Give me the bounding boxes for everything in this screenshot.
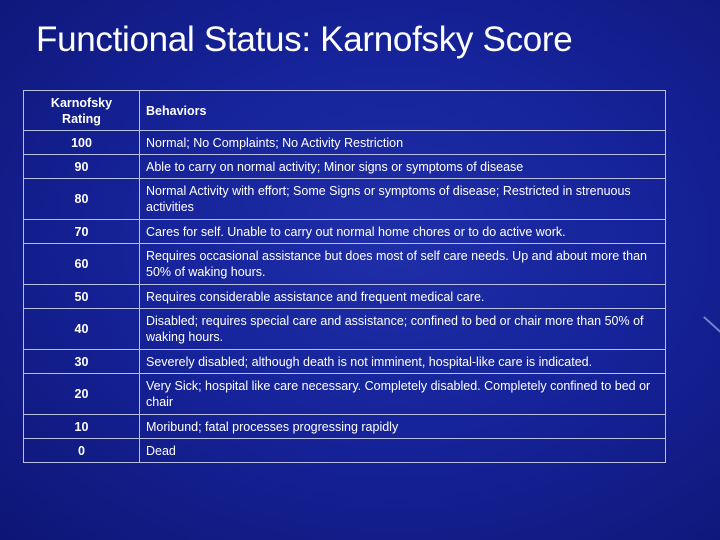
rating-cell: 10 xyxy=(24,415,140,439)
table-row xyxy=(24,179,666,220)
rating-cell: 30 xyxy=(24,350,140,374)
table-row xyxy=(24,439,666,463)
table-row xyxy=(24,374,666,415)
behavior-cell: Able to carry on normal activity; Minor signs or symptoms of disease xyxy=(140,155,666,179)
behavior-cell: Cares for self. Unable to carry out normal home chores or to do active work. xyxy=(140,220,666,244)
rating-cell: 60 xyxy=(24,244,140,285)
behavior-cell: Requires occasional assistance but does most of self care needs. Up and about more than 50% of waking hours. xyxy=(140,244,666,285)
rating-cell: 100 xyxy=(24,131,140,155)
behavior-cell: Dead xyxy=(140,439,666,463)
table-row xyxy=(24,131,666,155)
rating-cell: 90 xyxy=(24,155,140,179)
table-row xyxy=(24,350,666,374)
behavior-cell: Disabled; requires special care and assistance; confined to bed or chair more than 50% of waking hours. xyxy=(140,309,666,350)
table-row xyxy=(24,155,666,179)
table-row xyxy=(24,415,666,439)
karnofsky-table xyxy=(23,90,666,463)
behavior-cell: Requires considerable assistance and frequent medical care. xyxy=(140,285,666,309)
rating-cell: 20 xyxy=(24,374,140,415)
behaviors-column-header: Behaviors xyxy=(140,91,666,131)
header-row xyxy=(24,91,666,131)
rating-cell: 40 xyxy=(24,309,140,350)
behavior-cell: Normal Activity with effort; Some Signs or symptoms of disease; Restricted in strenuous activities xyxy=(140,179,666,220)
rating-cell: 80 xyxy=(24,179,140,220)
rating-cell: 70 xyxy=(24,220,140,244)
rating-cell: 0 xyxy=(24,439,140,463)
table-row xyxy=(24,244,666,285)
behavior-cell: Very Sick; hospital like care necessary. Completely disabled. Completely confined to bed or chair xyxy=(140,374,666,415)
slide-title: Functional Status: Karnofsky Score xyxy=(36,20,573,59)
rating-cell: 50 xyxy=(24,285,140,309)
behavior-cell: Moribund; fatal processes progressing rapidly xyxy=(140,415,666,439)
table-row xyxy=(24,309,666,350)
decorative-line xyxy=(703,316,720,335)
table-row xyxy=(24,220,666,244)
behavior-cell: Severely disabled; although death is not imminent, hospital-like care is indicated. xyxy=(140,350,666,374)
behavior-cell: Normal; No Complaints; No Activity Restriction xyxy=(140,131,666,155)
rating-column-header: Karnofsky Rating xyxy=(24,91,140,131)
table-row xyxy=(24,285,666,309)
